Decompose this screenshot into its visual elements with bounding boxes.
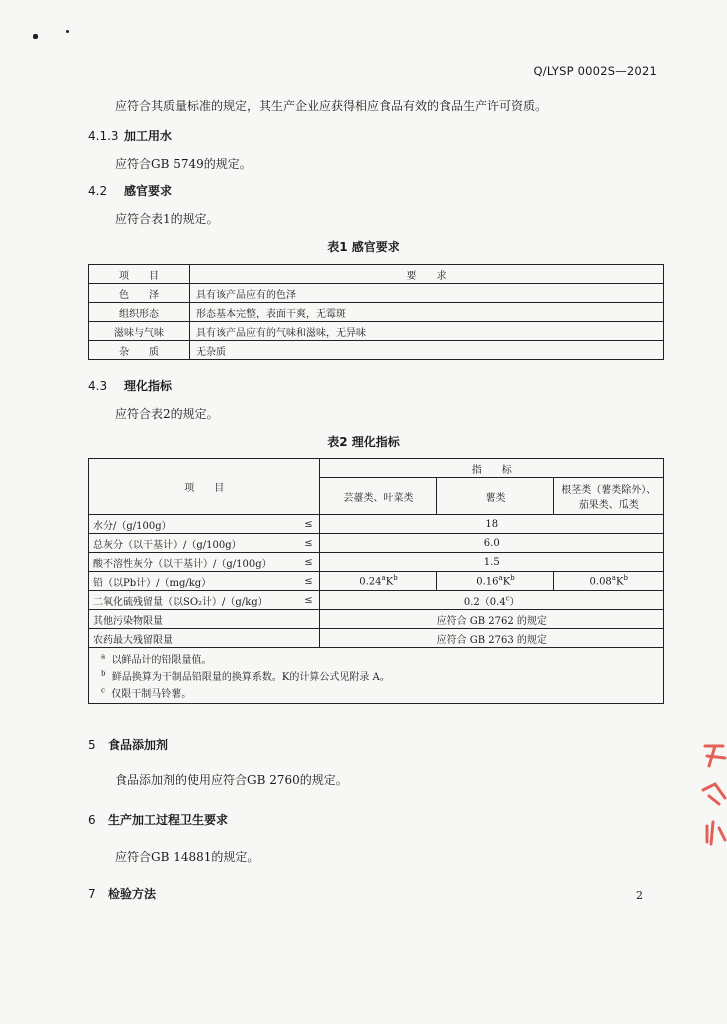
section-number: 4.2 xyxy=(88,184,108,198)
table-row xyxy=(89,303,664,322)
section-number: 7 xyxy=(88,887,96,901)
section-4-3-body: 应符合表2的规定。 xyxy=(115,407,219,421)
table-row xyxy=(89,284,664,303)
k-symbol: K xyxy=(502,576,511,588)
value: 0.24 xyxy=(359,576,382,588)
section-number: 4.1.3 xyxy=(88,129,119,143)
footnote-row xyxy=(89,667,664,684)
row-value: 1.5 xyxy=(320,553,664,572)
section-number: 5 xyxy=(88,738,96,752)
section-title: 检验方法 xyxy=(108,887,157,901)
section-number: 4.3 xyxy=(88,379,108,393)
header-col-leafy: 芸薹类、叶菜类 xyxy=(320,478,437,515)
footnote-text: 仅限干制马铃薯。 xyxy=(111,689,192,700)
footnote xyxy=(89,667,664,684)
red-seal-fragment xyxy=(697,740,727,850)
section-title: 加工用水 xyxy=(124,129,173,143)
section-7-heading xyxy=(88,885,156,902)
row-value: 18 xyxy=(320,515,664,534)
footnote-mark: b xyxy=(101,669,106,678)
row-item: 滋味与气味 xyxy=(89,322,190,341)
row-requirement: 具有该产品应有的气味和滋味，无异味 xyxy=(190,322,664,341)
section-title: 食品添加剂 xyxy=(108,738,169,752)
footnote-mark: a xyxy=(611,574,616,583)
table-row xyxy=(89,610,664,629)
header-col-root-line2: 茄果类、瓜类 xyxy=(578,500,639,511)
standard-number: Q/LYSP 0002S—2021 xyxy=(533,64,657,78)
lead-value-leafy xyxy=(320,572,437,591)
row-name: 其他污染物限量 xyxy=(89,610,320,629)
page-number: 2 xyxy=(636,889,643,902)
section-6-body: 应符合GB 14881的规定。 xyxy=(115,850,260,864)
scan-mark xyxy=(33,34,38,39)
footnote xyxy=(89,684,664,704)
table-row xyxy=(89,322,664,341)
leq-sign: ≤ xyxy=(297,572,320,591)
leq-sign: ≤ xyxy=(297,553,320,572)
table-row xyxy=(89,591,664,610)
lead-value-root xyxy=(554,572,664,591)
header-col-root xyxy=(554,478,664,515)
header-item: 项 目 xyxy=(89,459,320,515)
row-value: 6.0 xyxy=(320,534,664,553)
section-6-heading xyxy=(88,811,228,828)
row-item: 杂 质 xyxy=(89,341,190,360)
leq-sign: ≤ xyxy=(297,591,320,610)
row-requirement: 形态基本完整，表面干爽，无霉斑 xyxy=(190,303,664,322)
leq-sign: ≤ xyxy=(297,515,320,534)
header-requirement: 要 求 xyxy=(190,265,664,284)
physicochemical-table xyxy=(88,458,664,704)
footnote-row xyxy=(89,648,664,668)
row-name: 水分/（g/100g） xyxy=(89,515,298,534)
section-4-2-heading xyxy=(88,182,172,199)
row-value xyxy=(320,591,664,610)
footnote xyxy=(89,648,664,668)
footnote-mark: b xyxy=(393,574,398,583)
k-symbol: K xyxy=(385,576,394,588)
table1-caption: 表1 感官要求 xyxy=(327,240,400,254)
sensory-requirements-table xyxy=(88,264,664,360)
row-name: 铅（以Pb计）/（mg/kg） xyxy=(89,572,298,591)
table-row xyxy=(89,515,664,534)
section-4-1-3-heading xyxy=(88,127,172,144)
section-title: 生产加工过程卫生要求 xyxy=(108,813,229,827)
table-row xyxy=(89,572,664,591)
table-row xyxy=(89,341,664,360)
value: 0.16 xyxy=(476,576,499,588)
header-item: 项 目 xyxy=(89,265,190,284)
closing-paren: ） xyxy=(509,596,520,608)
row-value: 应符合 GB 2763 的规定 xyxy=(320,629,664,648)
footnote-text: 以鲜品计的铅限量值。 xyxy=(111,655,212,666)
section-title: 感官要求 xyxy=(124,184,173,198)
intro-paragraph: 应符合其质量标准的规定，其生产企业应获得相应食品有效的食品生产许可资质。 xyxy=(115,99,548,113)
header-indicator: 指 标 xyxy=(320,459,664,478)
row-name: 总灰分（以干基计）/（g/100g） xyxy=(89,534,298,553)
row-value: 应符合 GB 2762 的规定 xyxy=(320,610,664,629)
section-5-heading xyxy=(88,736,168,753)
footnote-mark: a xyxy=(101,652,106,661)
section-title: 理化指标 xyxy=(124,379,173,393)
row-name: 酸不溶性灰分（以干基计）/（g/100g） xyxy=(89,553,298,572)
value: 0.2（0.4 xyxy=(463,596,506,608)
section-4-3-heading xyxy=(88,377,172,394)
table-row xyxy=(89,629,664,648)
footnote-mark: c xyxy=(101,686,105,695)
section-4-2-body: 应符合表1的规定。 xyxy=(115,212,219,226)
footnote-mark: c xyxy=(505,594,510,603)
value: 0.08 xyxy=(589,576,612,588)
row-item: 色 泽 xyxy=(89,284,190,303)
footnote-row xyxy=(89,684,664,704)
footnote-mark: a xyxy=(498,574,503,583)
leq-sign: ≤ xyxy=(297,534,320,553)
table-header-row xyxy=(89,265,664,284)
table-row xyxy=(89,553,664,572)
k-symbol: K xyxy=(615,576,624,588)
lead-value-tuber xyxy=(437,572,554,591)
table-header-row xyxy=(89,459,664,478)
footnote-text: 鲜品换算为干制品铅限量的换算系数。K的计算公式见附录 A。 xyxy=(111,672,390,683)
table-row xyxy=(89,534,664,553)
header-col-tuber: 薯类 xyxy=(437,478,554,515)
footnote-mark: b xyxy=(623,574,628,583)
section-5-body: 食品添加剂的使用应符合GB 2760的规定。 xyxy=(115,773,348,787)
header-col-root-line1: 根茎类（薯类除外）、 xyxy=(561,485,657,496)
section-4-1-3-body: 应符合GB 5749的规定。 xyxy=(115,157,252,171)
section-number: 6 xyxy=(88,813,96,827)
table2-caption: 表2 理化指标 xyxy=(327,435,400,449)
scan-mark xyxy=(66,30,69,33)
footnote-mark: a xyxy=(381,574,386,583)
footnote-mark: b xyxy=(510,574,515,583)
row-name: 农药最大残留限量 xyxy=(89,629,320,648)
row-requirement: 无杂质 xyxy=(190,341,664,360)
row-name: 二氧化硫残留量（以SO₂计）/（g/kg） xyxy=(89,591,298,610)
row-requirement: 具有该产品应有的色泽 xyxy=(190,284,664,303)
row-item: 组织形态 xyxy=(89,303,190,322)
